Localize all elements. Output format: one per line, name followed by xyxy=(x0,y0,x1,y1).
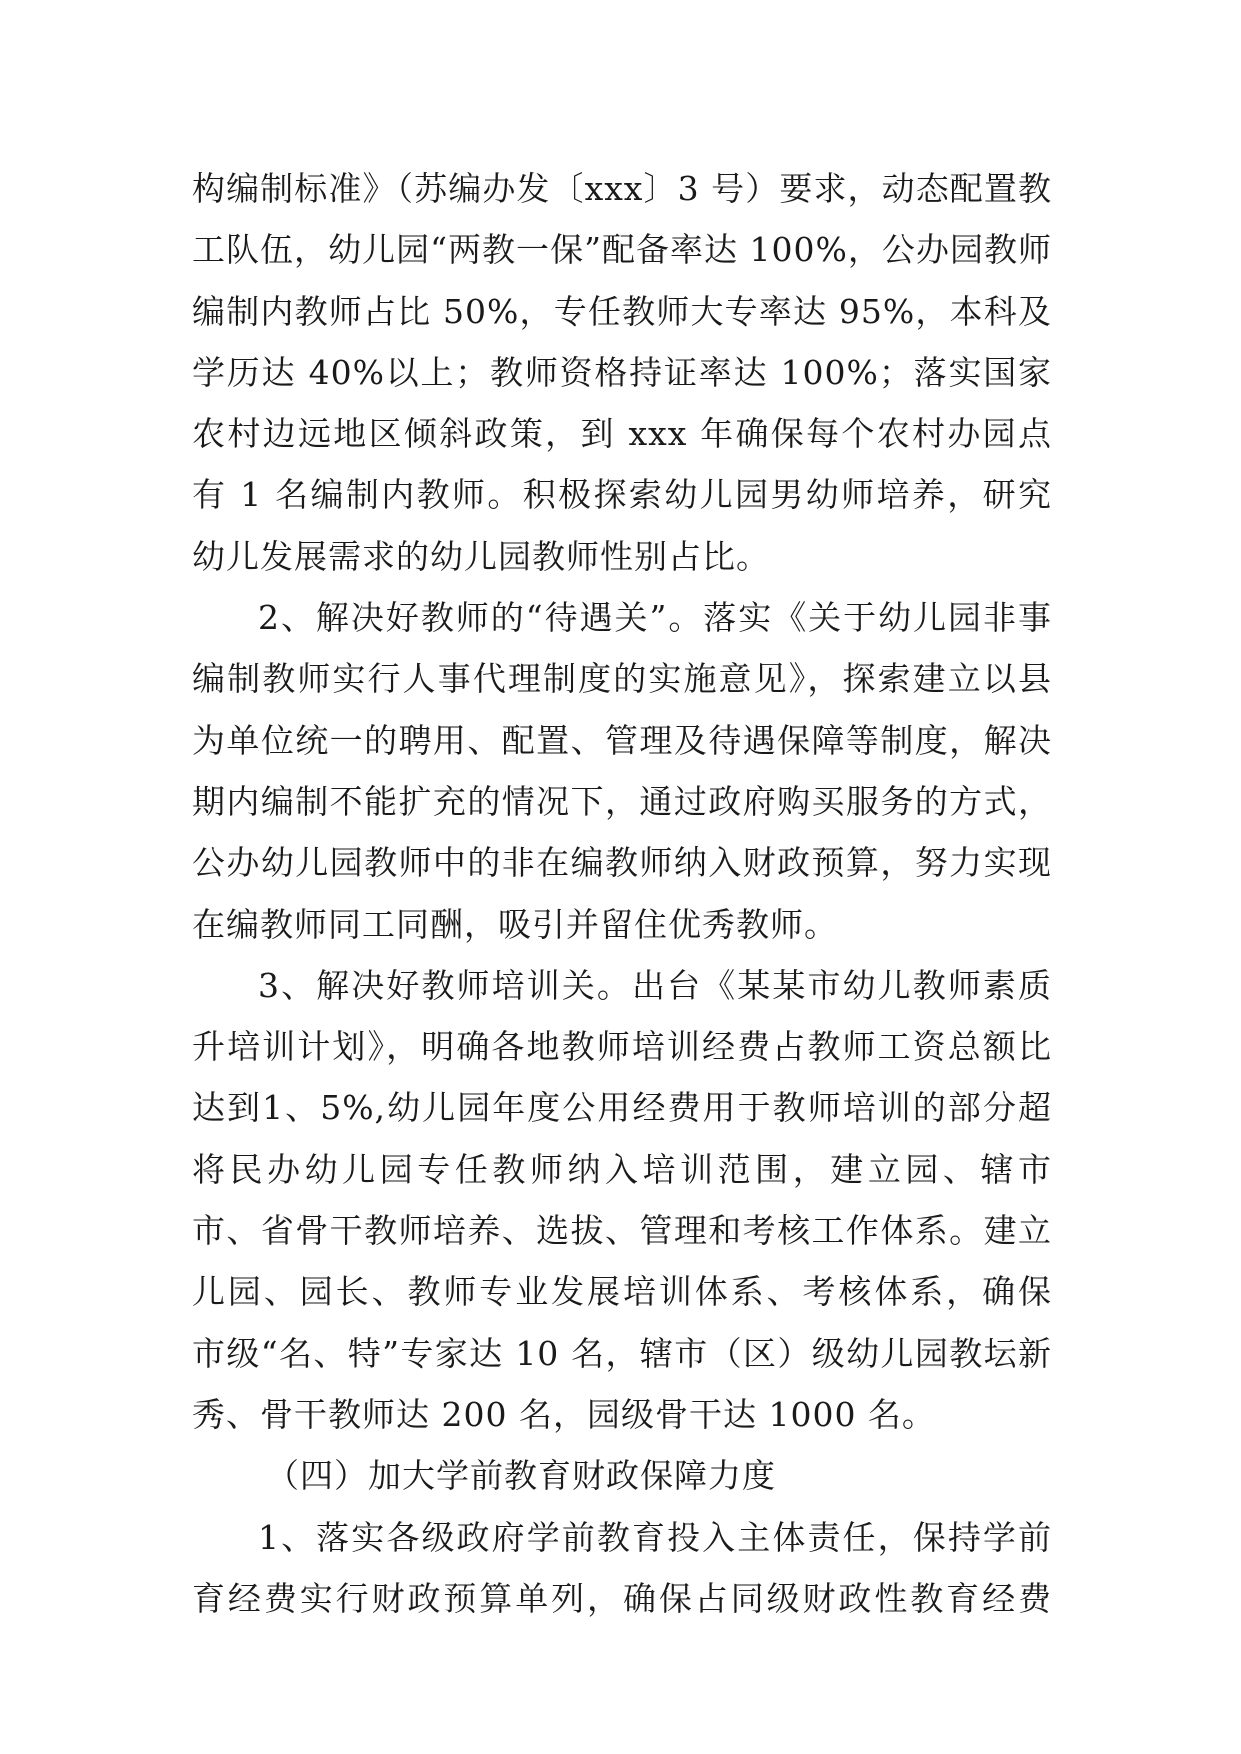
text-line: 2、解决好教师的“待遇关”。落实《关于幼儿园非事 xyxy=(258,598,1052,638)
text-line: 构编制标准》（苏编办发〔xxx〕3 号）要求，动态配置教 xyxy=(192,169,1052,208)
text-line: 将民办幼儿园专任教师纳入培训范围，建立园、辖市 xyxy=(192,1149,1052,1189)
document-body xyxy=(192,158,1052,1629)
text-line: 学历达 40%以上；教师资格持证率达 100%；落实国家 xyxy=(192,352,1052,392)
text-line: 工队伍，幼儿园“两教一保”配备率达 100%，公办园教师 xyxy=(192,230,1052,270)
text-line: 有 1 名编制内教师。积极探索幼儿园男幼师培养，研究 xyxy=(192,475,1052,515)
text-line: 1、落实各级政府学前教育投入主体责任，保持学前 xyxy=(258,1517,1052,1557)
text-line: 编制教师实行人事代理制度的实施意见》，探索建立以县 xyxy=(192,659,1052,699)
text-line: 市级“名、特”专家达 10 名，辖市（区）级幼儿园教坛新 xyxy=(192,1333,1052,1373)
text-line: 儿园、园长、教师专业发展培训体系、考核体系，确保 xyxy=(192,1272,1052,1312)
text-line: 编制内教师占比 50%，专任教师大专率达 95%，本科及 xyxy=(192,291,1052,331)
text-line: 市、省骨干教师培养、选拔、管理和考核工作体系。建立 xyxy=(192,1211,1052,1251)
text-line: 升培训计划》，明确各地教师培训经费占教师工资总额比 xyxy=(192,1027,1052,1067)
text-line: 为单位统一的聘用、配置、管理及待遇保障等制度，解决 xyxy=(192,720,1052,760)
text-line: 达到1、5%,幼儿园年度公用经费用于教师培训的部分超 xyxy=(192,1088,1052,1128)
text-line: 幼儿发展需求的幼儿园教师性别占比。 xyxy=(192,536,770,576)
text-line: 在编教师同工同酬，吸引并留住优秀教师。 xyxy=(192,904,838,944)
text-line: 育经费实行财政预算单列，确保占同级财政性教育经费 xyxy=(192,1578,1052,1618)
text-line: 秀、骨干教师达 200 名，园级骨干达 1000 名。 xyxy=(192,1394,936,1434)
text-line: 期内编制不能扩充的情况下，通过政府购买服务的方式， xyxy=(192,781,1052,821)
text-line: 农村边远地区倾斜政策，到 xxx 年确保每个农村办园点 xyxy=(192,414,1052,454)
text-line: 3、解决好教师培训关。出台《某某市幼儿教师素质 xyxy=(258,965,1052,1005)
text-line: 公办幼儿园教师中的非在编教师纳入财政预算，努力实现 xyxy=(192,843,1052,883)
section-heading: （四）加大学前教育财政保障力度 xyxy=(266,1456,776,1496)
